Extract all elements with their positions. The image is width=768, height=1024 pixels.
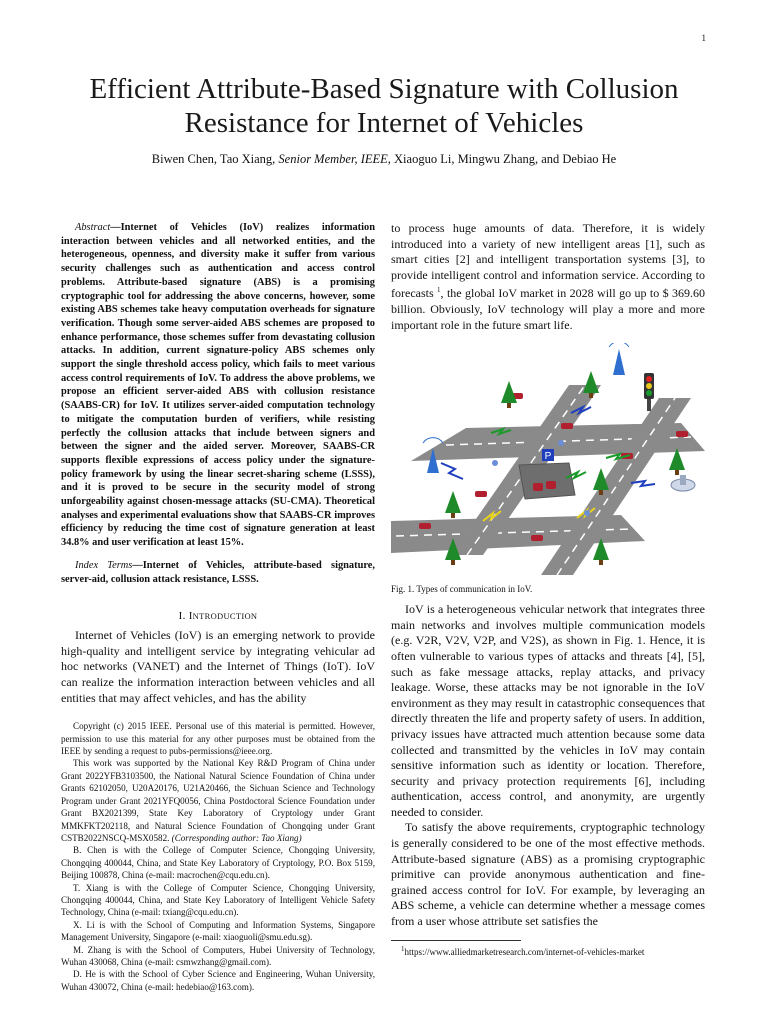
figure-caption: Fig. 1. Types of communication in IoV. — [391, 584, 533, 595]
intro-paragraph-1: Internet of Vehicles (IoV) is an emerging network to provide high-quality and intelligent service by integrating vehicular ad hoc networks (VANET) and the Internet of Things (IoT). IoV can realize the information interaction between vehicles and all entities that may affect vehicles, and has the ability — [61, 628, 375, 705]
pedestrian — [492, 460, 498, 466]
tree — [445, 491, 461, 518]
footnote-affiliation-zhang: M. Zhang is with the School of Computers, Hubei University of Technology, Wuhan 430068, China (e-mail: csmwzhang@gmail.com). — [61, 944, 375, 967]
footnote-affiliation-xiang: T. Xiang is with the College of Computer Science, Chongqing University, Chongqing 400044, China, and State Key Laboratory of Intelligent Vehicle Safety Technology, China (e-mail: txiang@cqu.edu.cn). — [61, 882, 375, 918]
footnote-funding-text: This work was supported by the National Key R&D Program of China under Grant 2022YFB3103500, the National Natural Science Foundation of China under Grants 62102050, U20A20176, U21A20466, the Sichuan Science and Technology Program under Grant 2021YFQ0056, China Postdoctoral Science Foundation under Grant BX2021399, State Key Laboratory of Cryptology under Grant MMKFKT202118, and Natural Science Foundation of Chongqing under Grant CSTB2022NSCQ-MSX0582. — [61, 758, 375, 843]
right-paragraph-3: To satisfy the above requirements, cryptographic technology is generally considered to be one of the most effective methods. Attribute-based signature (ABS) as a promising cryptographic primitive can provide anonymous authentication and fine-grained access control for IoV. For example, by leveraging an ABS scheme, a vehicle can determine whether a message comes from a user whose attribute set satisfies the — [391, 820, 705, 929]
iov-illustration — [391, 343, 705, 578]
footnotes-block — [61, 720, 375, 993]
car — [531, 535, 543, 541]
parking-sign-label: P — [544, 451, 552, 463]
footnote-affiliation-chen: B. Chen is with the College of Computer Science, Chongqing University, Chongqing 400044, China, and State Key Laboratory of Cryptology, P.O. Box 5159, Beijing 100878, China (e-mail: macrochen@cqu.edu.cn). — [61, 845, 375, 881]
index-terms — [61, 559, 375, 586]
paper-title — [40, 72, 728, 140]
footnote-url-text[interactable]: https://www.alliedmarketresearch.com/internet-of-vehicles-market — [404, 946, 645, 957]
footnote-rule — [391, 940, 521, 941]
parking-lot — [519, 463, 575, 499]
footnote-url-marker: 1 — [401, 944, 405, 953]
author-list — [40, 152, 728, 167]
footnote-copyright: Copyright (c) 2015 IEEE. Personal use of this material is permitted. However, permission to use this material for any other purposes must be obtained from the IEEE by sending a request to pubs-permissions@ieee.org. — [61, 721, 375, 757]
section-number: I. I — [178, 610, 193, 623]
roadside-unit — [671, 475, 695, 491]
footnote-funding — [61, 757, 375, 844]
cell-tower-top — [609, 343, 629, 375]
right-paragraph-1 — [391, 221, 705, 333]
car — [475, 491, 487, 497]
page-number: 1 — [701, 33, 706, 43]
authors-post: Xiaoguo Li, Mingwu Zhang, and Debiao He — [390, 152, 617, 166]
right-column — [391, 221, 705, 957]
index-terms-label: Index Terms — [75, 559, 133, 571]
right-paragraph-1b: , the global IoV market in 2028 will go up to $ 369.60 billion. Obviously, IoV technology will play a more and more important role in the future smart life. — [391, 286, 705, 332]
figure-iov-communication — [391, 343, 705, 578]
pedestrian — [558, 440, 564, 446]
footnote-url — [391, 945, 705, 957]
footnote-affiliation-he: D. He is with the School of Cyber Science and Engineering, Wuhan University, Wuhan 430072, China (e-mail: hedebiao@163.com). — [61, 969, 375, 992]
title-line-1: Efficient Attribute-Based Signature with Collusion — [89, 73, 679, 105]
car — [561, 423, 573, 429]
abstract-text: —Internet of Vehicles (IoV) realizes information interaction between vehicles and all networked entities, and the heterogeneous, openness, and diversity make it suffer from various security challenges such as authentication and access control problems. Attribute-based signature (ABS) is a promising cryptographic tool for addressing the above concerns, however, some existing ABS schemes take heavy computation overheads for signature verification. Though some server-aided ABS schemes are proposed to enhance performance, those schemes suffer from devastating collusion attacks. In addition, current signature-policy ABS schemes only support the single threshold access policy, which fails to meet various access control requirements of IoV. To address the above problems, we propose an efficient server-aided ABS with collusion resistance (SAABS-CR) for IoV. It utilizes server-aided computation technology to mitigate the computation burden of verifiers, while resisting perfectly the collusion attacks that include between signers and between the signer and the aided server. Moreover, SAABS-CR supports flexible expressions of access policy under the signature-policy framework by using the linear secret-sharing scheme (LSSS), and it is proved to be secure in the security model of strong unforgeability against chosen-message attacks (SU-CMA). Theoretical analyses and experimental evaluations show that SAABS-CR improves efficiency by reducing the time cost of signature generation at least 34.8% and user verification at least 15%. — [61, 222, 375, 549]
right-paragraph-1a: to process huge amounts of data. Therefore, it is widely introduced into a variety of new intelligent areas [1], such as smart cities [2] and intelligent transportation systems [3], to provide intelligent control and information service. According to forecasts — [391, 221, 705, 301]
section-heading-introduction — [61, 610, 375, 622]
footnote-affiliation-li: X. Li is with the School of Computing and Information Systems, Singapore Management University, Singapore (e-mail: xiaoguoli@smu.edu.sg). — [61, 919, 375, 943]
right-paragraph-2: IoV is a heterogeneous vehicular network that integrates three main networks and involves multiple communication models (e.g. V2R, V2V, V2P, and V2S), as shown in Fig. 1. Hence, it is often vulnerable to various types of attacks and threats [4], [5], such as fake message attacks, replay attacks, and privacy leakage. Worse, these attacks may be not ignorable in the IoV environment as they may result in catastrophic consequences that directly threaten the life and property safety of users. In addition, privacy issues have attracted much attention because some data collected and transmitted by the vehicles in IoV may contain sensitive information such as identity or location. Therefore, security and privacy protection requirements [6], including authentication, access control, and anonymity, are urgently needed to consider. — [391, 602, 705, 819]
section-title-rest: NTRODUCTION — [192, 611, 258, 622]
corresponding-author: (Corresponding author: Tao Xiang) — [169, 832, 302, 843]
car — [419, 523, 431, 529]
authors-pre: Biwen Chen, Tao Xiang, — [151, 152, 279, 166]
abstract-label: Abstract — [75, 222, 111, 233]
left-column — [61, 221, 375, 993]
title-line-2: Resistance for Internet of Vehicles — [184, 107, 584, 139]
pedestrian — [584, 510, 590, 516]
car — [676, 431, 688, 437]
authors-role: Senior Member, IEEE, — [278, 152, 391, 166]
car — [533, 483, 543, 491]
abstract — [61, 221, 375, 550]
footnote-marker-1[interactable]: 1 — [437, 286, 441, 295]
car — [546, 481, 556, 489]
index-terms-text: —Internet of Vehicles, attribute-based signature, server-aid, collusion attack resistance, LSSS. — [61, 559, 375, 585]
traffic-light — [644, 373, 654, 411]
